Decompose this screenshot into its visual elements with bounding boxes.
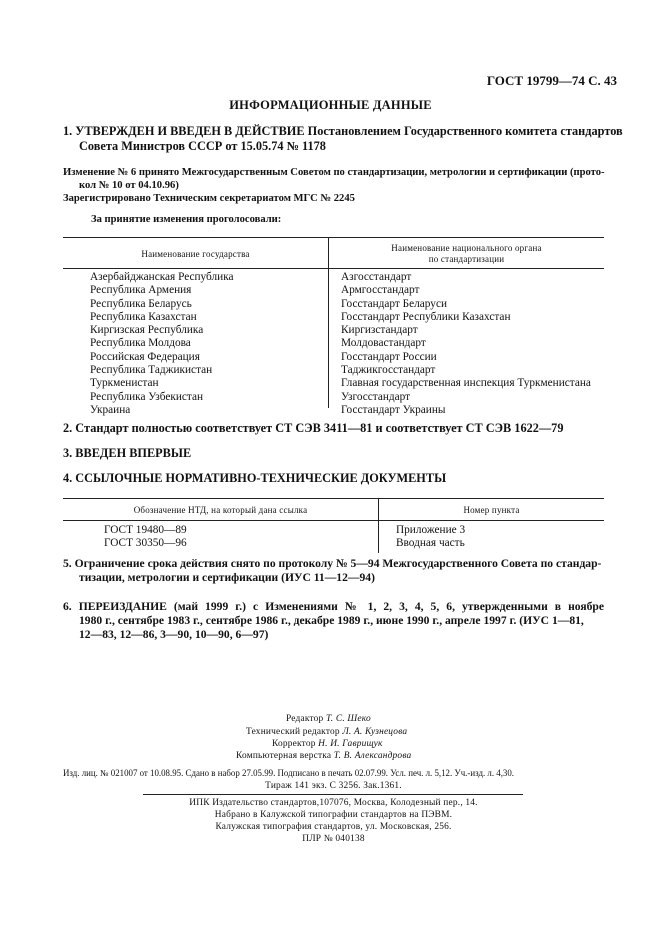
publisher-line-2: Набрано в Калужской типографии стандартов на ПЭВМ. [214, 810, 453, 820]
vote-state: Республика Молдова [90, 337, 191, 350]
section-3: 3. ВВЕДЕН ВПЕРВЫЕ [63, 446, 192, 460]
amendment-line-2: кол № 10 от 04.10.96) [79, 180, 179, 191]
votes-table-column-divider [328, 268, 329, 408]
votes-table-top-rule [63, 237, 604, 238]
ref-item: Вводная часть [396, 537, 465, 550]
section-6-line-2: 1980 г., сентябре 1983 г., сентябре 1986 г., декабре 1989 г., июне 1990 г., апреле 1997 г. (ИУС 1—81, [79, 614, 584, 627]
credit-editor-name: Т. С. Шеко [325, 714, 371, 724]
votes-heading: За принятие изменения проголосовали: [91, 214, 282, 225]
publisher-line-3: Калужская типография стандартов, ул. Московская, 256. [215, 822, 452, 832]
vote-body: Таджикгосстандарт [341, 364, 436, 377]
ref-doc: ГОСТ 30350—96 [104, 537, 187, 550]
credit-layout-label: Компьютерная верстка [236, 751, 332, 761]
amendment-line-1: Изменение № 6 принято Межгосударственным Советом по стандартизации, метрологии и сертификации (прото- [63, 167, 605, 178]
imprint-rule [143, 794, 523, 795]
vote-state: Республика Армения [90, 284, 192, 297]
publisher-line-1: ИПК Издательство стандартов,107076, Москва, Колодезный пер., 14. [189, 798, 478, 808]
credit-layout-name: Т. В. Александрова [333, 751, 412, 761]
ref-item: Приложение 3 [396, 524, 466, 536]
refs-col-doc-header: Обозначение НТД, на который дана ссылка [133, 505, 308, 515]
votes-col-state-header: Наименование государства [141, 249, 250, 259]
vote-body: Молдовастандарт [341, 337, 426, 350]
refs-table-top-rule [63, 498, 604, 499]
vote-body: Армгосстандарт [341, 284, 420, 297]
vote-body: Узгосстандарт [341, 390, 411, 403]
imprint-line-2: Тираж 141 экз. С 3256. Зак.1361. [265, 781, 402, 791]
credit-corrector-name: Н. И. Гаврищук [318, 739, 383, 749]
refs-col-item-header: Номер пункта [463, 505, 520, 515]
credit-corrector-label: Корректор [272, 739, 316, 749]
section-5-line-2: тизации, метрологии и сертификации (ИУС 11—12—94) [79, 571, 375, 584]
vote-state: Российская Федерация [90, 350, 200, 363]
section-2: 2. Стандарт полностью соответствует СТ СЭВ 3411—81 и соответствует СТ СЭВ 1622—79 [63, 421, 564, 435]
publisher-line-4: ПЛР № 040138 [302, 834, 365, 844]
vote-body: Госстандарт Беларуси [341, 297, 448, 310]
credit-corrector [272, 738, 383, 750]
vote-state: Республика Казахстан [90, 310, 197, 323]
credit-editor [286, 713, 371, 725]
ref-doc: ГОСТ 19480—89 [104, 524, 187, 536]
vote-body: Азгосстандарт [341, 271, 412, 283]
vote-state: Республика Беларусь [90, 297, 192, 310]
section-5-line-1: 5. Ограничение срока действия снято по протоколу № 5—94 Межгосударственного Совета по стандар- [63, 557, 602, 570]
section-6-line-1: 6. ПЕРЕИЗДАНИЕ (май 1999 г.) с Изменениями № 1, 2, 3, 4, 5, 6, утвержденными в ноябре [63, 600, 604, 613]
vote-state: Азербайджанская Республика [90, 271, 234, 283]
vote-body: Киргизстандарт [341, 324, 418, 337]
votes-col-body-header-line-1: Наименование национального органа [391, 243, 542, 253]
votes-states-list [90, 271, 234, 417]
refs-docs-list [104, 524, 187, 551]
vote-state: Украина [90, 403, 131, 416]
vote-state: Киргизская Республика [90, 324, 204, 337]
vote-state: Республика Узбекистан [90, 390, 204, 403]
credit-layout [236, 750, 411, 762]
page-title: ИНФОРМАЦИОННЫЕ ДАННЫЕ [229, 98, 432, 112]
credit-tech-editor-label: Технический редактор [246, 727, 340, 737]
vote-body: Главная государственная инспекция Туркменистана [341, 377, 591, 390]
vote-state: Республика Таджикистан [90, 364, 213, 377]
page-header: ГОСТ 19799—74 С. 43 [486, 73, 617, 88]
refs-table-header-rule [63, 520, 604, 521]
vote-state: Туркменистан [90, 377, 159, 390]
section-1-line-1: 1. УТВЕРЖДЕН И ВВЕДЕН В ДЕЙСТВИЕ Постановлением Государственного комитета стандартов [63, 124, 623, 138]
credit-tech-editor [246, 726, 407, 738]
credit-editor-label: Редактор [286, 714, 324, 724]
credit-tech-editor-name: Л. А. Кузнецова [342, 727, 408, 737]
vote-body: Госстандарт России [341, 350, 437, 363]
vote-body: Госстандарт Республики Казахстан [341, 310, 511, 323]
votes-bodies-list [341, 271, 591, 417]
imprint-line-1: Изд. лиц. № 021007 от 10.08.95. Сдано в набор 27.05.99. Подписано в печать 02.07.99. Усл. печ. л. 5,12. Уч.-изд. л. 4,30. [63, 768, 515, 778]
section-6-line-3: 12—83, 12—86, 3—90, 10—90, 6—97) [79, 628, 269, 641]
refs-items-list [396, 524, 465, 551]
section-4: 4. ССЫЛОЧНЫЕ НОРМАТИВНО-ТЕХНИЧЕСКИЕ ДОКУМЕНТЫ [63, 471, 447, 485]
votes-col-body-header-line-2: по стандартизации [428, 254, 505, 264]
section-1-line-2: Совета Министров СССР от 15.05.74 № 1178 [79, 139, 326, 153]
votes-table-header-rule [63, 268, 604, 269]
amendment-line-3: Зарегистрировано Техническим секретариатом МГС № 2245 [63, 193, 355, 204]
vote-body: Госстандарт Украины [341, 403, 446, 416]
